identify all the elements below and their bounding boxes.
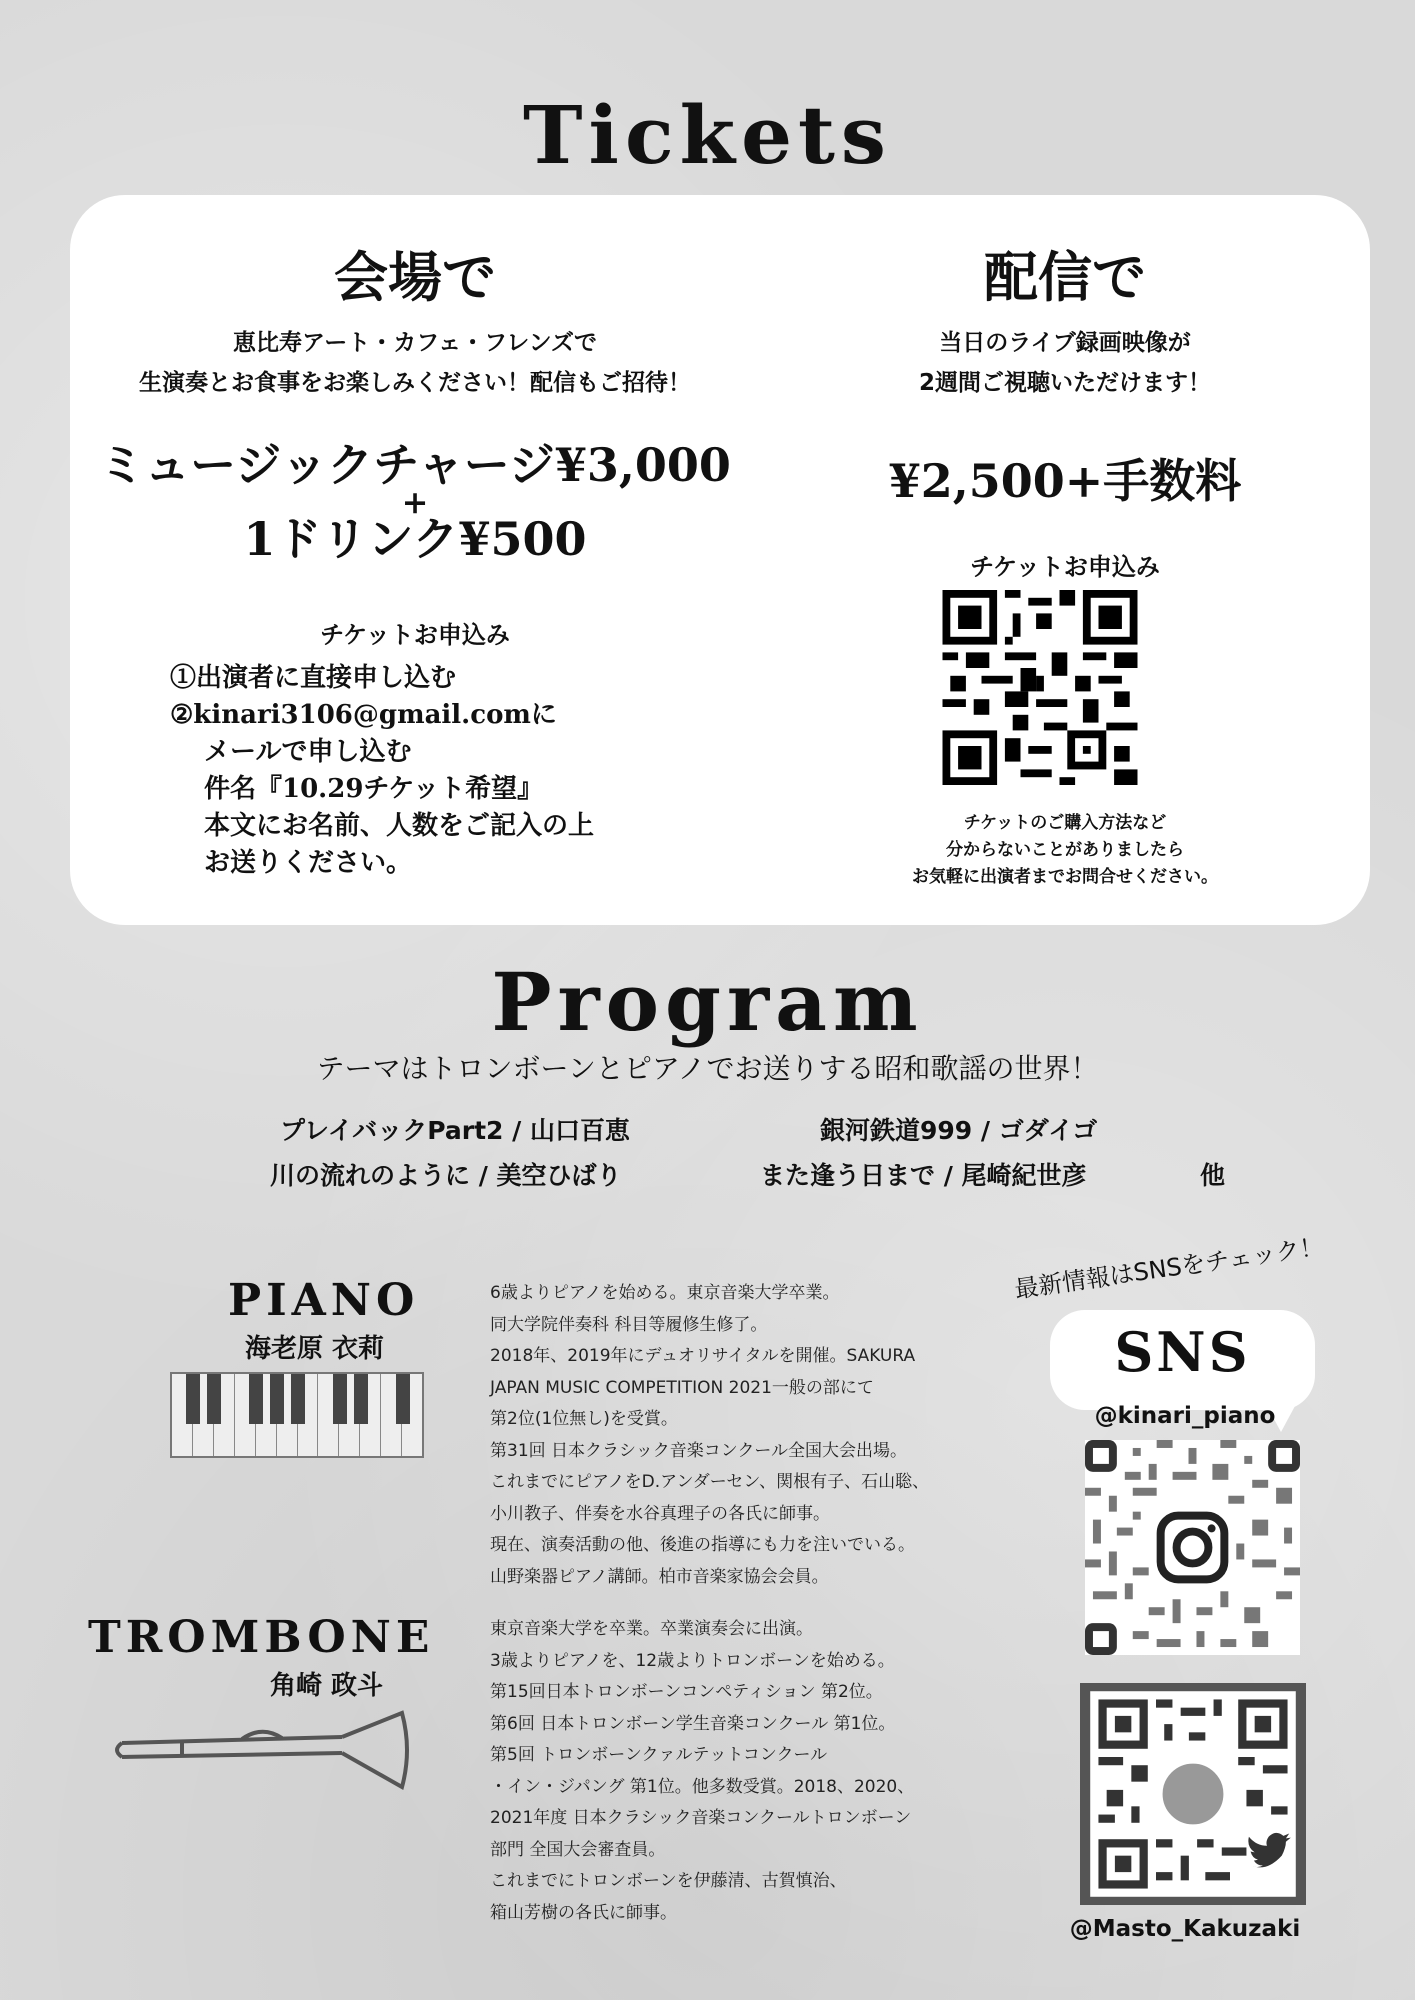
trombone-performer-name: 角崎 政斗 xyxy=(270,1671,384,1701)
stream-note: チケットのご購入方法など 分からないことがありましたら お気軽に出演者までお問合せください。 xyxy=(912,813,1218,887)
program-theme: テーマはトロンボーンとピアノでお送りする昭和歌謡の世界！ xyxy=(316,1052,1099,1085)
venue-description: 恵比寿アート・カフェ・フレンズで 生演奏とお食事をお楽しみください！配信もご招待！ xyxy=(139,330,691,396)
venue-heading: 会場で xyxy=(334,245,496,309)
stream-apply-heading: チケットお申込み xyxy=(970,552,1160,581)
venue-price: ミュージックチャージ¥3,000 + 1ドリンク¥500 xyxy=(99,438,731,566)
piano-performer-name: 海老原 衣莉 xyxy=(245,1334,385,1364)
twitter-qr-code[interactable] xyxy=(1080,1683,1306,1905)
stream-price: ¥2,500+手数料 xyxy=(888,454,1242,508)
email-link[interactable]: ②kinari3106@gmail.comに xyxy=(170,700,557,730)
twitter-handle[interactable]: @Masto_Kakuzaki xyxy=(1069,1916,1301,1942)
sns-speech-bubble: SNS xyxy=(1050,1310,1315,1410)
song-list-others: 他 xyxy=(1200,1161,1226,1190)
piano-keys-icon xyxy=(170,1372,424,1458)
instagram-handle[interactable]: @kinari_piano xyxy=(1094,1403,1276,1429)
instagram-qr-code[interactable] xyxy=(1085,1440,1300,1655)
program-heading: Program xyxy=(491,955,924,1049)
trombone-icon xyxy=(112,1705,422,1795)
avatar xyxy=(1160,1761,1226,1827)
song-list-left: プレイバックPart2 / 山口百恵 川の流れのように / 美空ひばり xyxy=(270,1116,630,1190)
ticket-qr-code[interactable] xyxy=(940,590,1140,785)
trombone-bio: 東京音楽大学を卒業。卒業演奏会に出演。 3歳よりピアノを、12歳よりトロンボーンを始める。 第15回日本トロンボーンコンペティション 第2位。 第6回 日本トロンボーン学生音楽コンクール 第1位。 第5回 トロンボーンクァルテットコンクール ・イン・ジパング 第1位。他多数受賞。2018、2020、 2021年度 日本クラシック音楽コンクールトロンボーン 部門 全国大会審査員。 これまでにトロンボーンを伊藤清、古賀慎治、 箱山芳樹の各氏に師事。 xyxy=(490,1619,915,1923)
venue-apply-steps: ①出演者に直接申し込む ②kinari3106@gmail.comに メールで申し込む 件名『10.29チケット希望』 本文にお名前、人数をご記入の上 お送りください。 xyxy=(170,663,595,878)
stream-heading: 配信で xyxy=(984,245,1146,309)
stream-description: 当日のライブ録画映像が 2週間ご視聴いただけます！ xyxy=(918,330,1211,396)
piano-label: PIANO xyxy=(228,1275,420,1326)
piano-bio: 6歳よりピアノを始める。東京音楽大学卒業。 同大学院伴奏科 科目等履修生修了。 2018年、2019年にデュオリサイタルを開催。SAKURA JAPAN MUSIC COMPETITION 2021一般の部にて 第2位(1位無し)を受賞。 第31回 日本クラシック音楽コンクール全国大会出場。 これまでにピアノをD.アンダーセン、関根有子、石山聡、 小川教子、伴奏を水谷真理子の各氏に師事。 現在、演奏活動の他、後進の指導にも力を注いでいる。 山野楽器ピアノ講師。柏市音楽家協会会員。 xyxy=(490,1283,930,1587)
song-list-right: 銀河鉄道999 / ゴダイゴ また逢う日まで / 尾崎紀世彦 xyxy=(760,1116,1098,1190)
sns-tagline: 最新情報はSNSをチェック！ xyxy=(1012,1232,1326,1304)
trombone-label: TROMBONE xyxy=(88,1612,435,1663)
venue-apply-heading: チケットお申込み xyxy=(320,620,510,649)
ticket-card xyxy=(70,195,1370,925)
tickets-heading: Tickets xyxy=(523,88,892,182)
